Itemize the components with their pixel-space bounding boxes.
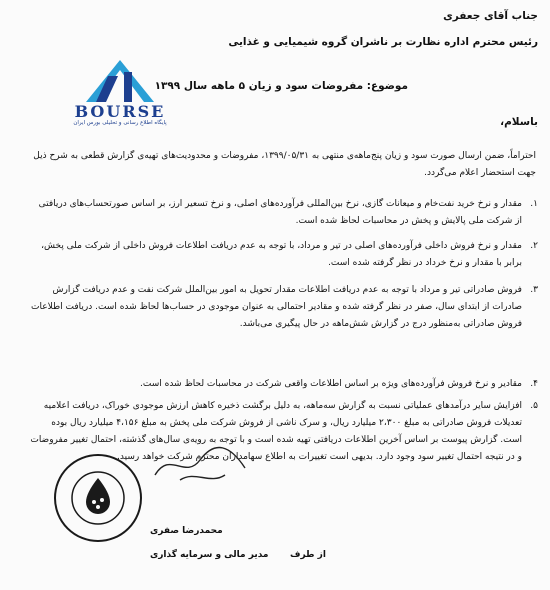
footer-cut-text [230,578,530,590]
addressee-name: جناب آقای جعفری [443,10,538,22]
item-number: ۴. [530,379,538,389]
item-text: مقدار و نرخ فروش داخلی فرآورده‌های اصلی در تیر و مرداد، با توجه به عدم دریافت اطلاعات فروش داخلی از شرکت ملی پخش، برابر با مقدار و نرخ خرداد در نظر گرفته شده است. [41,241,522,268]
bourse-logo [56,58,184,130]
addressee-title: رئیس محترم اداره نظارت بر ناشران گروه شیمیایی و غذایی [228,36,538,48]
from-label: از طرف [290,550,326,560]
intro-paragraph: احتراماً، ضمن ارسال صورت سود و زیان پنج‌ماهه‌ی منتهی به ۱۳۹۹/۰۵/۳۱، مفروضات و محدودیت‌های تهیه‌ی گزارش قطعی به شرح ذیل جهت استحضار اعلام می‌گردد. [33,151,536,178]
logo-wordmark: BOURSE [74,102,166,121]
signatory-name: محمدرضا صفری [150,526,223,536]
signature-scribble [150,440,260,490]
item-text: مقدار و نرخ خرید نفت‌خام و میعانات گازی، نرخ بین‌المللی فرآورده‌های اصلی، و نرخ تسعیر ارز، بر اساس صورتحساب‌های دریافتی از شرکت ملی پالایش و پخش در محاسبات لحاظ شده است. [38,199,522,226]
list-item [30,376,536,393]
company-stamp [52,452,144,544]
list-item [30,282,536,333]
item-text: مقادیر و نرخ فروش فرآورده‌های ویژه بر اساس اطلاعات واقعی شرکت در محاسبات لحاظ شده است. [140,379,522,389]
list-item [30,238,536,272]
greeting: باسلام، [500,116,538,128]
item-text: افزایش سایر درآمدهای عملیاتی نسبت به گزارش سه‌ماهه، به دلیل برگشت ذخیره کاهش ارزش موجودی خوراک، دریافت اعلامیه تعدیلات فروش صادراتی به مبلغ ۲،۳۰۰ میلیارد ریال، و سرک ناشی از فروش شرکت ملی پخش به مبلغ ۴،۱۵۶ میلیارد ریال بوده است. گزارش پیوست بر اساس آخرین اطلاعات دریافتی تهیه شده است و با توجه به رویه‌ی سال‌های گذشته، احتمال تغییر مفروضات و در نتیجه احتمال تغییر سود وجود دارد. بدیهی است تغییرات به اطلاع سهامداران محترم شرکت خواهد رسید. [30,401,522,462]
item-number: ۱. [530,199,538,209]
item-number: ۵. [530,401,538,411]
item-number: ۲. [530,241,538,251]
item-number: ۳. [530,285,538,295]
logo-tagline: پایگاه اطلاع رسانی و تحلیلی بورس ایران [73,120,167,126]
letter-subject: موضوع: مفروضات سود و زیان ۵ ماهه سال ۱۳۹۹ [154,80,408,92]
list-item [30,196,536,230]
company-seal-icon [52,452,144,544]
signatory-title: مدیر مالی و سرمایه گذاری [150,550,269,560]
item-text: فروش صادراتی تیر و مرداد با توجه به عدم دریافت اطلاعات مقدار تحویل به امور بین‌الملل شرکت نفت و عدم دریافت گزارش صادرات از ابتدای سال، صفر در نظر گرفته شده و مقادیر احتمالی به عنوان موجودی در حساب‌ها لحاظ شده است. دریافت اطلاعات فروش صادراتی به‌منظور درج در گزارش شش‌ماهه در حال پیگیری می‌باشد. [31,285,522,329]
